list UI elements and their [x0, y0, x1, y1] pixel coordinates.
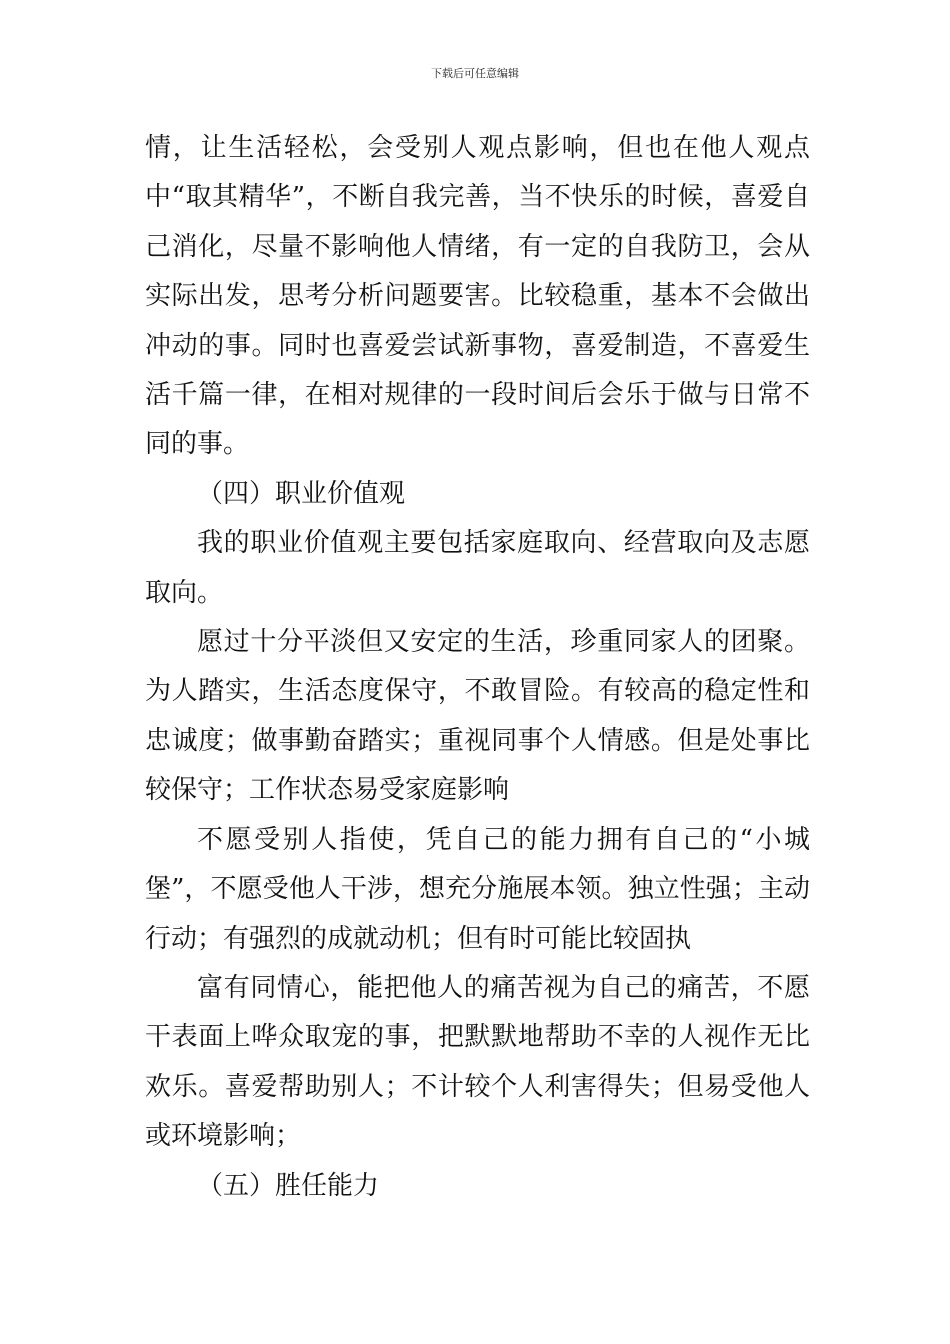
section-heading-career-values: （四）职业价值观: [197, 478, 406, 509]
page-header-note: 下载后可任意编辑: [431, 67, 519, 80]
paragraph-career-values-intro: 我的职业价值观主要包括家庭取向、经营取向及志愿取向。: [145, 528, 810, 608]
paragraph-volunteer-orientation: 富有同情心，能把他人的痛苦视为自己的痛苦，不愿干表面上哗众取宠的事，把默默地帮助不幸的人视作无比欢乐。喜爱帮助别人；不计较个人利害得失；但易受他人或环境影响；: [145, 972, 810, 1152]
paragraph-family-orientation: 愿过十分平淡但又安定的生活，珍重同家人的团聚。为人踏实，生活态度保守，不敢冒险。有较高的稳定性和忠诚度；做事勤奋踏实；重视同事个人情感。但是处事比较保守；工作状态易受家庭影响: [145, 627, 810, 806]
paragraph-business-orientation: 不愿受别人指使，凭自己的能力拥有自己的“小城堡”，不愿受他人干涉，想充分施展本领。独立性强；主动行动；有强烈的成就动机；但有时可能比较固执: [145, 824, 810, 954]
paragraph-personality-continued: 情，让生活轻松，会受别人观点影响，但也在他人观点中“取其精华”，不断自我完善，当不快乐的时候，喜爱自己消化，尽量不影响他人情绪，有一定的自我防卫，会从实际出发，思考分析问题要害。比较稳重，基本不会做出冲动的事。同时也喜爱尝试新事物，喜爱制造，不喜爱生活千篇一律，在相对规律的一段时间后会乐于做与日常不同的事。: [145, 133, 810, 460]
document-body: [145, 124, 810, 1211]
section-heading-competence: （五）胜任能力: [197, 1170, 380, 1201]
